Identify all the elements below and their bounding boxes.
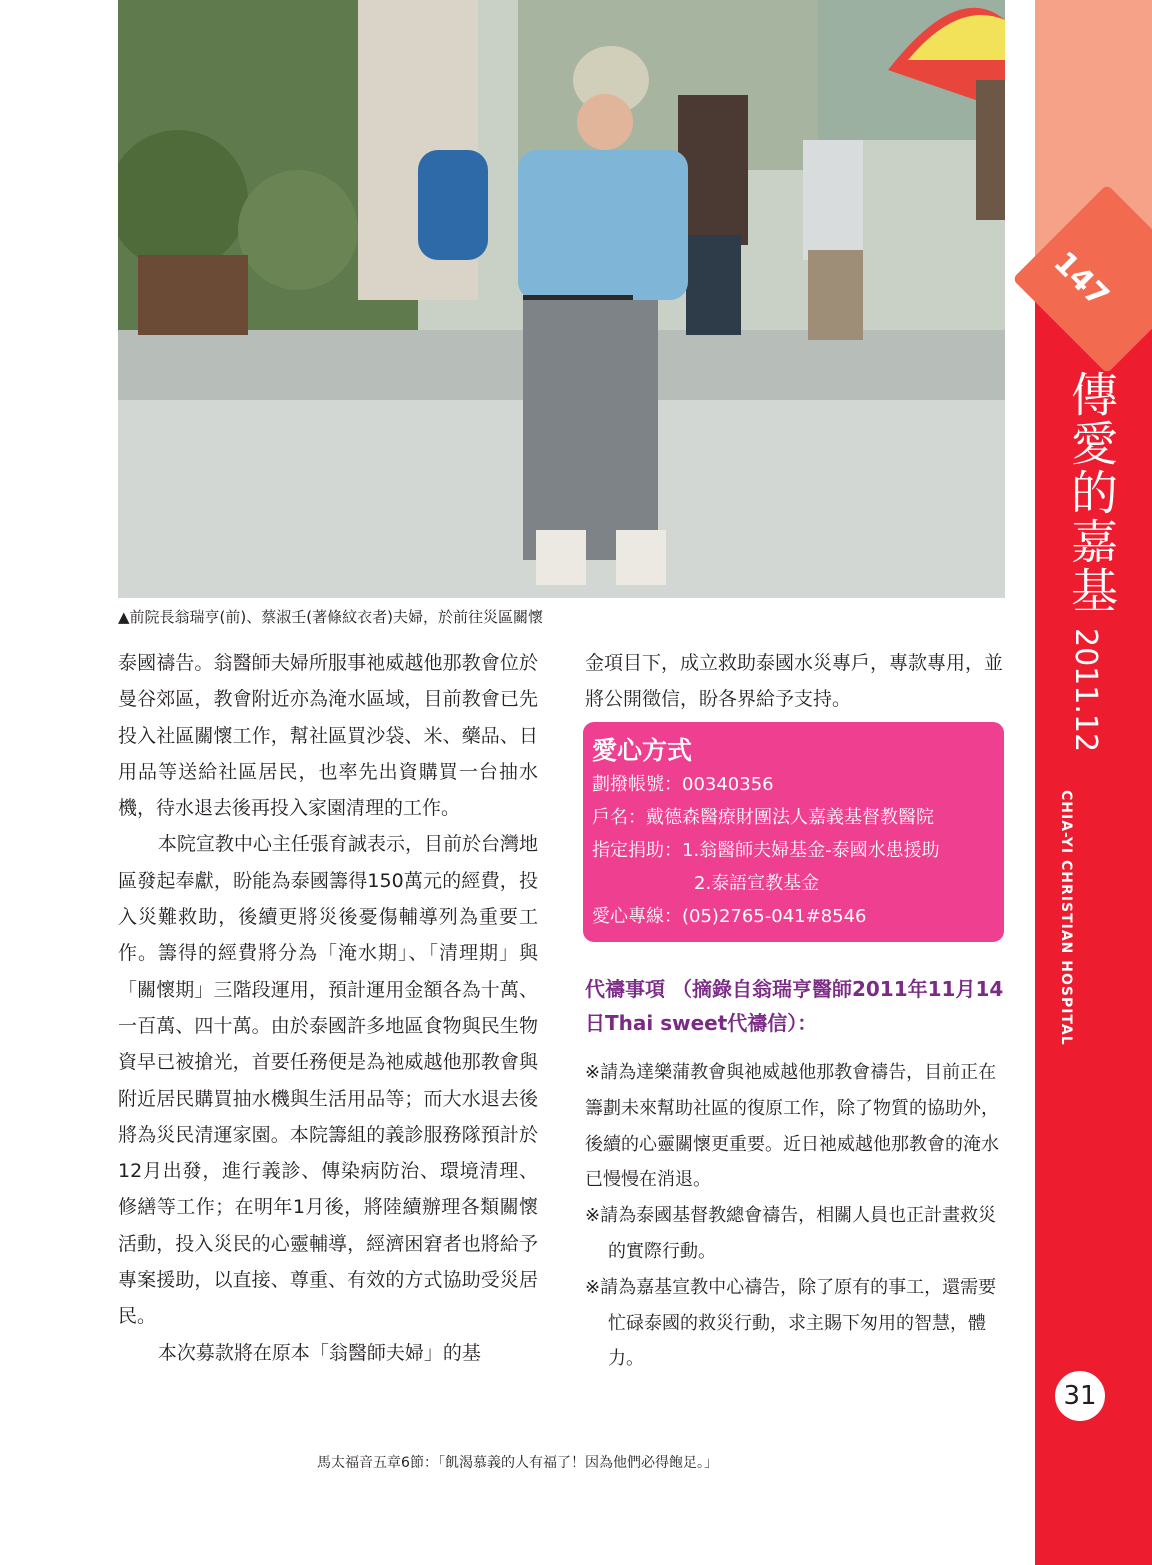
magazine-subtitle: CHIA-YI CHRISTIAN HOSPITAL <box>1058 790 1074 1046</box>
paragraph: 金項目下，成立救助泰國水災專戶，專款專用，並將公開徵信，盼各界給予支持。 <box>585 652 1004 711</box>
prayer-list <box>585 1055 1010 1377</box>
prayer-item: ※請為達樂蒲教會與祂威越他那教會禱告，目前正在籌劃未來幫助社區的復原工作，除了物質的協助外，後續的心靈關懷更重要。近日祂威越他那教會的淹水已慢慢在消退。 <box>585 1062 999 1191</box>
issue-date: 2011.12 <box>1068 628 1103 753</box>
donation-title: 愛心方式 <box>592 736 693 765</box>
paragraph: 泰國禱告。翁醫師夫婦所服事祂威越他那教會位於曼谷郊區，教會附近亦為淹水區域，目前教會已先投入社區關懷工作，幫社區買沙袋、米、藥品、日用品等送給社區居民，也率先出資購買一台抽水機，待水退去後再投入家園清理的工作。 <box>118 652 538 820</box>
donation-box <box>583 722 1004 942</box>
flood-photo <box>118 0 1005 598</box>
donation-designated-2: 2.泰語宣教基金 <box>694 873 820 894</box>
donation-name: 戶名：戴德森醫療財團法人嘉義基督教醫院 <box>592 807 934 828</box>
right-column-text <box>585 645 1005 718</box>
prayer-item: ※請為泰國基督教總會禱告，相關人員也正計畫救災的實際行動。 <box>585 1205 997 1262</box>
paragraph: 本次募款將在原本「翁醫師夫婦」的基 <box>157 1341 481 1364</box>
photo-caption: ▲前院長翁瑞亨(前)、蔡淑壬(著條紋衣者)夫婦，於前往災區關懷 <box>118 608 543 626</box>
footer-verse: 馬太福音五章6節：「飢渴慕義的人有福了！因為他們必得飽足。」 <box>317 1455 718 1471</box>
paragraph: 本院宣教中心主任張育誠表示，目前於台灣地區發起奉獻，盼能為泰國籌得150萬元的經費，投入災難救助，後續更將災後憂傷輔導列為重要工作。籌得的經費將分為「淹水期」、「清理期」與「關懷期」三階段運用，預計運用金額各為十萬、一百萬、四十萬。由於泰國許多地區食物與民生物資早已被搶光，首要任務便是為祂威越他那教會與附近居民購買抽水機與生活用品等；而大水退去後將為災民清運家園。本院籌組的義診服務隊預計於12月出發，進行義診、傳染病防治、環境清理、修繕等工作；在明年1月後，將陸續辦理各類關懷活動，投入災民的心靈輔導，經濟困窘者也將給予專案援助，以直接、尊重、有效的方式協助受災居民。 <box>118 833 538 1328</box>
issue-number: 147 <box>1046 244 1116 315</box>
donation-account: 劃撥帳號：00340356 <box>592 774 774 795</box>
prayer-title: 代禱事項 （摘錄自翁瑞亨醫師2011年11月14日Thai sweet代禱信）： <box>585 977 1004 1035</box>
page-number: 31 <box>1055 1371 1105 1421</box>
prayer-item: ※請為嘉基宣教中心禱告，除了原有的事工，還需要忙碌泰國的救災行動，求主賜下匆用的智慧，體力。 <box>585 1276 997 1370</box>
donation-hotline: 愛心專線：(05)2765-041#8546 <box>592 906 867 927</box>
left-column <box>118 645 538 1371</box>
magazine-title: 傳愛的嘉基 <box>1063 370 1118 615</box>
donation-designated: 指定捐助：1.翁醫師夫婦基金-泰國水患援助 <box>592 840 940 861</box>
